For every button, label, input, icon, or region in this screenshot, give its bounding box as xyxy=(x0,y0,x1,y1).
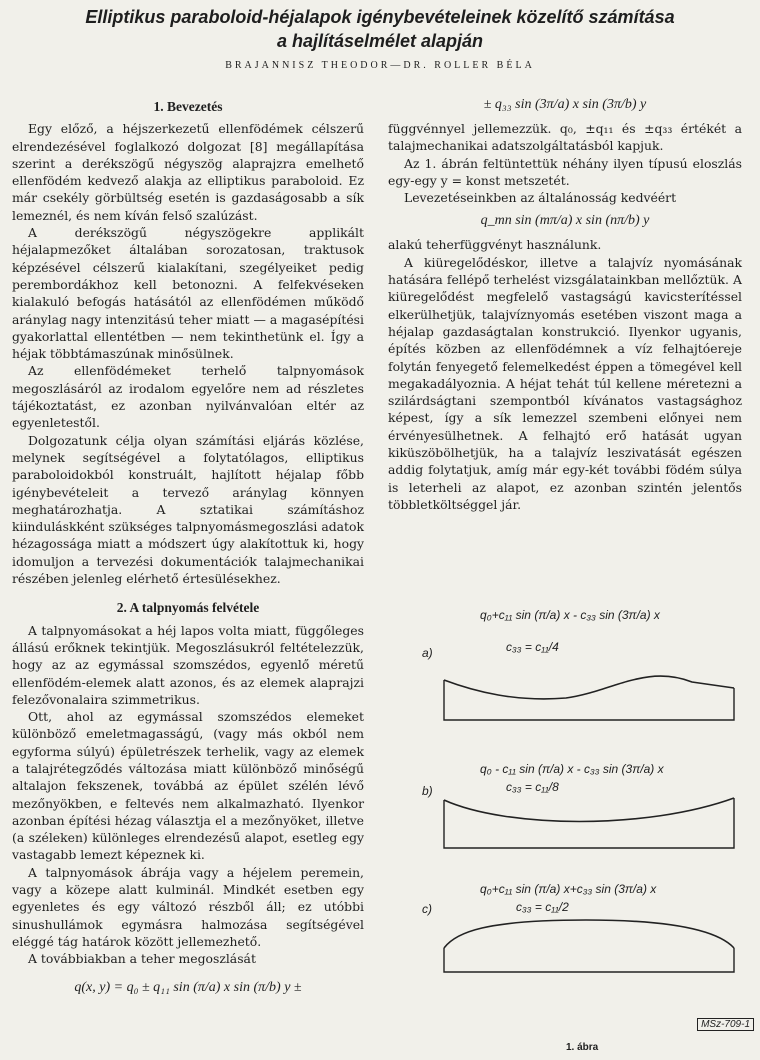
diagram-c-baseline xyxy=(444,948,734,972)
paragraph: alakú teherfüggvényt használunk. xyxy=(388,237,602,253)
diagram-c-equation: q₀+c₁₁ sin (π/a) x+c₃₃ sin (3π/a) x xyxy=(480,882,657,896)
right-column xyxy=(388,90,742,513)
diagram-a-tag: a) xyxy=(422,646,433,660)
diagram-a-baseline xyxy=(444,680,734,720)
paragraph: A továbbiakban a teher megoszlását xyxy=(28,951,256,967)
left-column xyxy=(12,90,364,1003)
diagram-c-tag: c) xyxy=(422,902,432,916)
diagram-a-equation: q₀+c₁₁ sin (π/a) x - c₃₃ sin (3π/a) x xyxy=(480,608,660,622)
authors: BRAJANNISZ THEODOR—DR. ROLLER BÉLA xyxy=(225,60,535,71)
paragraph: A talpnyomások ábrája vagy a héjelem peremein, vagy a közepe alatt kulminál. Mindkét esetben egy egyenletes és egy változó részből áll; ez utóbbi sinushullámok egymásra halmozása segítségével eléggé tág határok között jellemezhető. xyxy=(12,864,364,949)
diagram-a-ratio: c₃₃ = c₁₁/4 xyxy=(506,640,559,654)
paragraph: A derékszögű négyszögekre applikált héjalapmezőket általában sorozatosan, traktusok képzésével célszerű kialakítani, szegélyeiket pedig perembordákhoz kell betonozni. A felfekvéseken kialakuló befogás hatásától az ellenfödémen működő aránylag nagy intenzitású teher miatt — a magasépítési gyakorlattal ellentétben — nem tekinthetünk el. Így a héjak többtámaszúnak minősülnek. xyxy=(12,225,364,362)
paragraph: Dolgozatunk célja olyan számítási eljárás közlése, melynek segítségével a folytatólagos, elliptikus paraboloidokból konstruált, hajlított héjalap főbb igénybevételeit a tervező aránylag könnyen meghatározhatja. A sztatikai számításhoz kiinduláskként szükséges talpnyomásmegoszlási adatok hézagossága miatt a módszert úgy alakítottuk ki, hogy idomuljon a tervezési dokumentációk talajmechanikai részében jelenleg elérhető értesülésekhez. xyxy=(12,432,364,587)
figure-caption: 1. ábra xyxy=(566,1042,599,1053)
section-1-heading: 1. Bevezetés xyxy=(153,99,223,114)
title-line-1: Elliptikus paraboloid-héjalapok igénybevételeinek közelítő számítása xyxy=(85,7,675,27)
figure-1 xyxy=(396,602,746,1054)
formula-general-load: q_mn sin (mπ/a) x sin (nπ/b) y xyxy=(480,213,650,229)
diagram-b-equation: q₀ - c₁₁ sin (π/a) x - c₃₃ sin (3π/a) x xyxy=(480,762,664,776)
diagram-b-baseline xyxy=(444,798,734,848)
diagram-a-curve xyxy=(444,676,734,699)
paragraph: Egy előző, a héjszerkezetű ellenfödémek célszerű elrendezésével foglalkozó dolgozat [8] megállapítása szerint a derékszögű négyszög alaprajzra emelhető ellenfödém kedvező alakja az elliptikus paraboloid. Ez már csekély görbültség esetén is gazdaságosabb a sík lemeznél, és nem kíván felső szalúzást. xyxy=(12,121,364,223)
paragraph: A kiüregelődéskor, illetve a talajvíz nyomásának hatására fellépő terhelést vizsgálatainkban mellőztük. A kiüregelődést megfelelő vastagságú kavicsterítéssel elkerülhetjük, talajvíznyomás esetében viszont maga a héjalap gazdaságtalan konstrukció. Ilyenkor ugyanis, építés közben az ellenfödémnek a víz felhajtóereje folytán fenyegető felemelkedést éppen a tömegével kell megakadályoznia. A héjat tehát túl kellene méretezni a szilárdságtani szempontból kívánatos vastagsághoz képest, így a sík lemezzel szembeni előnyei nem érvényesülhetnek. A felhajtó erő hatását ugyan kiküszöbölhetjük, ha a talajvíz leszivatását egészen addig folytatjuk, amíg már egy-két további födém súlya is leterheli az alapot, ez azonban szintén jelentős többletköltséggel jár. xyxy=(388,254,742,512)
diagram-c-ratio: c₃₃ = c₁₁/2 xyxy=(516,900,569,914)
paragraph: Ott, ahol az egymással szomszédos elemeket különböző emeletmagasságú, (vagy más okból nem egyforma súlyú) épületrészek terhelik, vagy az elemek a talajrétegződés változása miatt különböző minőségű altalajon fekszenek, továbbá az épület szélén lévő mezőnyökben, e feltevés nem alkalmazható. Ilyenkor azonban építési hézag választja el a mezőnyöket, illetve (a széleken) különleges elrendezésű alapot, esetleg egy vastagabb lemezt képeznek ki. xyxy=(12,709,364,863)
formula-load: q(x, y) = q₀ ± q₁₁ sin (π/a) x sin (π/b) y ± xyxy=(74,979,302,995)
paragraph: Levezetéseinkben az általánosság kedvéért xyxy=(404,190,677,206)
paragraph: Az 1. ábrán feltüntettük néhány ilyen típusú eloszlás egy-egy y = konst metszetét. xyxy=(388,155,742,188)
diagram-b-ratio: c₃₃ = c₁₁/8 xyxy=(506,780,559,794)
standard-reference: MSz-709-1 xyxy=(697,1018,754,1031)
paragraph: függvénnyel jellemezzük. q₀, ±q₁₁ és ±q₃₃ értékét a talajmechanikai adatszolgáltatásból kapjuk. xyxy=(388,121,742,154)
paragraph: Az ellenfödémeket terhelő talpnyomások megoszlásáról az irodalom egyelőre nem ad részletes tájékoztatást, ez azonban nyilvánvalóan eltér az egyenletestől. xyxy=(12,363,364,431)
section-2-heading: 2. A talpnyomás felvétele xyxy=(116,600,260,616)
diagram-b-curve xyxy=(444,798,734,822)
pressure-diagrams xyxy=(396,602,746,1054)
paragraph: A talpnyomásokat a héj lapos volta miatt, függőleges állású erőknek tekintjük. Megoszlásukról feltételezzük, hogy az az egymással szomszédos, egyenlő méretű ellenfödém-elemek alatt azonos, és az elemek alaprajzi felezővonalaira szimmetrikus. xyxy=(12,622,364,707)
title-line-2: a hajlításelmélet alapján xyxy=(276,31,484,51)
formula-load-continued: ± q₃₃ sin (3π/a) x sin (3π/b) y xyxy=(483,97,647,112)
diagram-c-curve xyxy=(444,920,734,948)
diagram-b-tag: b) xyxy=(422,784,433,798)
